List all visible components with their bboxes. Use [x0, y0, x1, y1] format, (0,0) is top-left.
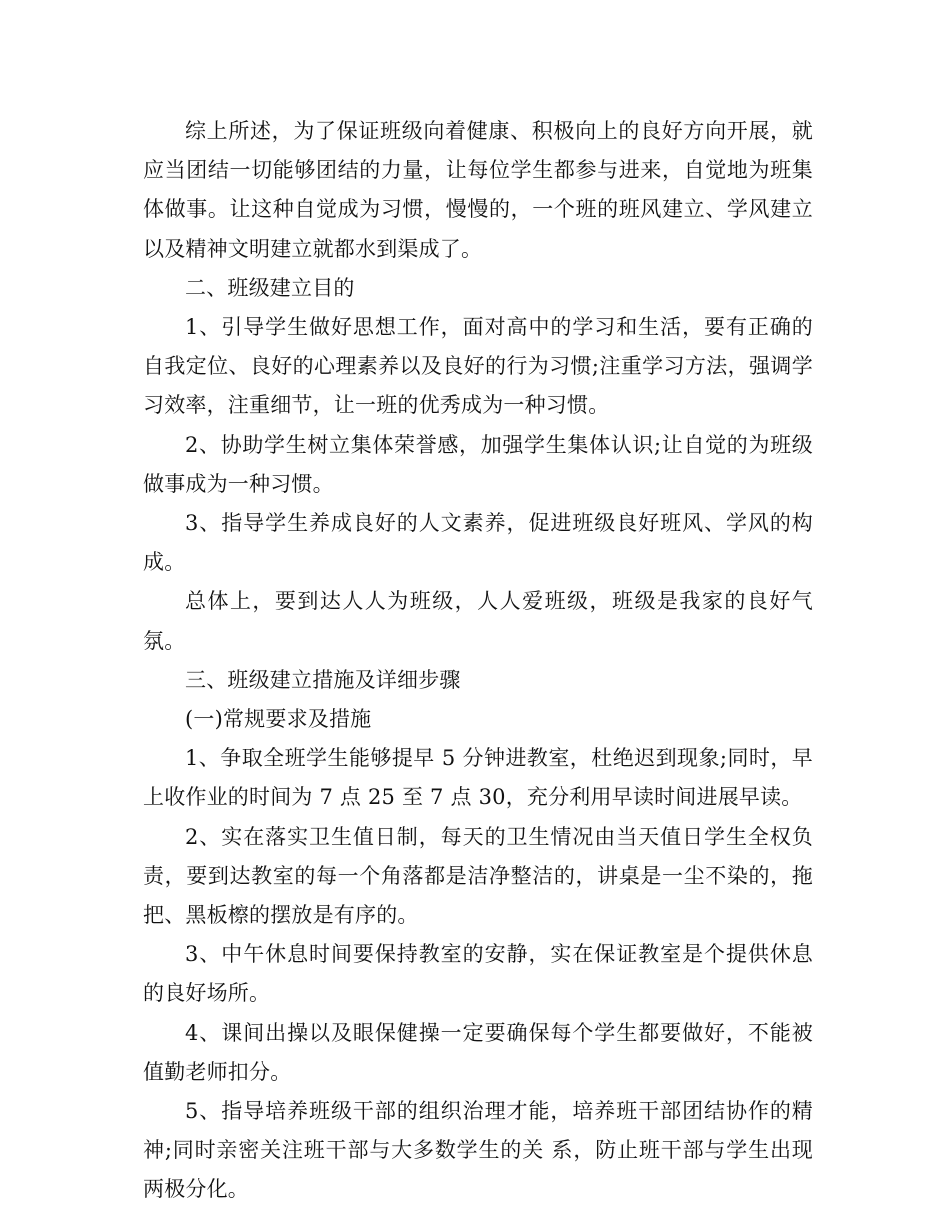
measure-item-5: 5、指导培养班级干部的组织治理才能，培养班干部团结协作的精神;同时亲密关注班干部与大多数学生的关 系，防止班干部与学生出现两极分化。 [143, 1099, 813, 1202]
section-heading-measures: 三、班级建立措施及详细步骤 [185, 667, 461, 692]
paragraph-overall: 总体上，要到达人人为班级，人人爱班级，班级是我家的良好气氛。 [143, 589, 813, 653]
goal-item-2: 2、协助学生树立集体荣誉感，加强学生集体认识;让自觉的为班级做事成为一种习惯。 [143, 432, 813, 496]
document-page [143, 112, 813, 1210]
measure-item-1: 1、争取全班学生能够提早 5 分钟进教室，杜绝迟到现象;同时，早上收作业的时间为 7 点 25 至 7 点 30，充分利用早读时间进展早读。 [143, 746, 813, 810]
measure-item-4: 4、课间出操以及眼保健操一定要确保每个学生都要做好，不能被值勤老师扣分。 [143, 1020, 813, 1084]
measure-item-3: 3、中午休息时间要保持教室的安静，实在保证教室是个提供休息的良好场所。 [143, 942, 813, 1006]
goal-item-1: 1、引导学生做好思想工作，面对高中的学习和生活，要有正确的自我定位、良好的心理素养以及良好的行为习惯;注重学习方法，强调学习效率，注重细节，让一班的优秀成为一种习惯。 [143, 315, 813, 418]
measure-item-2: 2、实在落实卫生值日制，每天的卫生情况由当天值日学生全权负责，要到达教室的每一个角落都是洁净整洁的，讲桌是一尘不染的，拖把、黑板檫的摆放是有序的。 [143, 824, 813, 928]
section-heading-goals: 二、班级建立目的 [185, 275, 355, 300]
subsection-heading-routine: (一)常规要求及措施 [185, 707, 372, 732]
goal-item-3: 3、指导学生养成良好的人文素养，促进班级良好班风、学风的构成。 [143, 511, 813, 575]
paragraph-summary: 综上所述，为了保证班级向着健康、积极向上的良好方向开展，就应当团结一切能够团结的力量，让每位学生都参与进来，自觉地为班集体做事。让这种自觉成为习惯，慢慢的，一个班的班风建立、学风建立以及精神文明建立就都水到渠成了。 [143, 119, 813, 261]
